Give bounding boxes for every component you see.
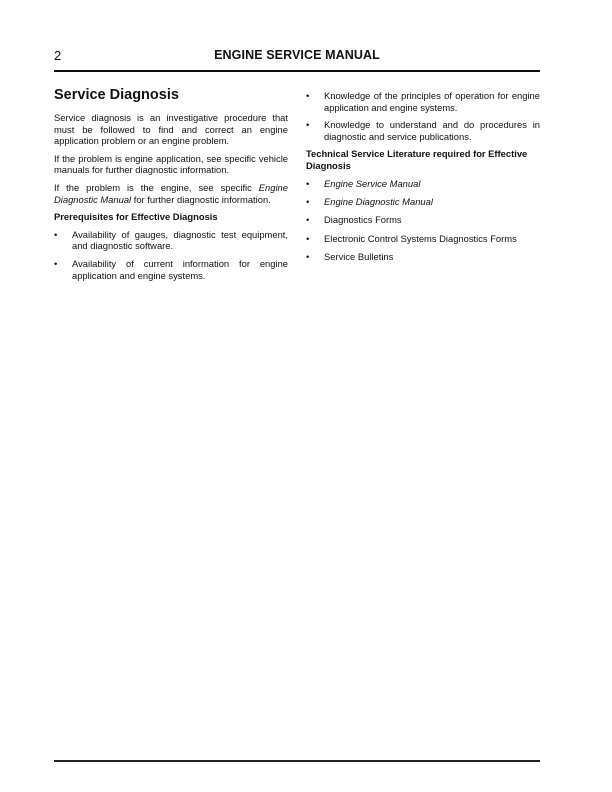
bullet-icon: • <box>306 90 310 101</box>
list-item: • Diagnostics Forms <box>306 214 402 226</box>
application-paragraph: If the problem is engine application, see specific vehicle manuals for further diagnostic information. <box>54 152 288 176</box>
literature-list <box>306 178 540 263</box>
engine-paragraph <box>54 182 288 205</box>
list-item: • Knowledge of the principles of operation for engine application and engine systems. <box>306 90 540 113</box>
list-item: • Engine Service Manual <box>306 177 421 189</box>
list-item: • Electronic Control Systems Diagnostics Forms <box>306 232 517 244</box>
bullet-icon: • <box>306 195 310 207</box>
right-column <box>306 90 540 270</box>
section-title: Service Diagnosis <box>54 87 179 103</box>
list-item: • Knowledge to understand and do procedures in diagnostic and service publications. <box>306 119 540 142</box>
page-number: 2 <box>54 48 62 63</box>
list-item: • Availability of gauges, diagnostic test equipment, and diagnostic software. <box>54 228 288 252</box>
bullet-icon: • <box>306 119 310 131</box>
bullet-icon: • <box>306 214 310 226</box>
engine-diagnostic-manual-ref: Engine Diagnostic Manual <box>54 181 288 205</box>
left-column <box>54 86 288 287</box>
literature-heading: Technical Service Literature required for Effective Diagnosis <box>306 148 528 171</box>
intro-paragraph: Service diagnosis is an investigative procedure that must be followed to find and correct an engine application problem or an engine problem. <box>54 112 288 147</box>
bullet-icon: • <box>306 177 310 189</box>
bullet-icon: • <box>54 228 58 240</box>
list-item: • Availability of current information for engine application and engine systems. <box>54 257 288 281</box>
running-title: ENGINE SERVICE MANUAL <box>214 48 380 62</box>
bullet-icon: • <box>306 251 310 263</box>
engine-paragraph-post: for further diagnostic information. <box>131 193 271 205</box>
header-rule <box>54 70 540 72</box>
bullet-icon: • <box>54 257 58 269</box>
page-header <box>54 48 540 64</box>
prerequisites-heading: Prerequisites for Effective Diagnosis <box>54 211 218 223</box>
bullet-icon: • <box>306 232 310 244</box>
list-item: • Service Bulletins <box>306 251 394 263</box>
footer-rule <box>54 760 540 762</box>
prerequisites-list-continued <box>306 90 540 142</box>
list-item: • Engine Diagnostic Manual <box>306 195 433 207</box>
prerequisites-list <box>54 229 288 281</box>
engine-paragraph-pre: If the problem is the engine, see specific <box>54 181 259 193</box>
